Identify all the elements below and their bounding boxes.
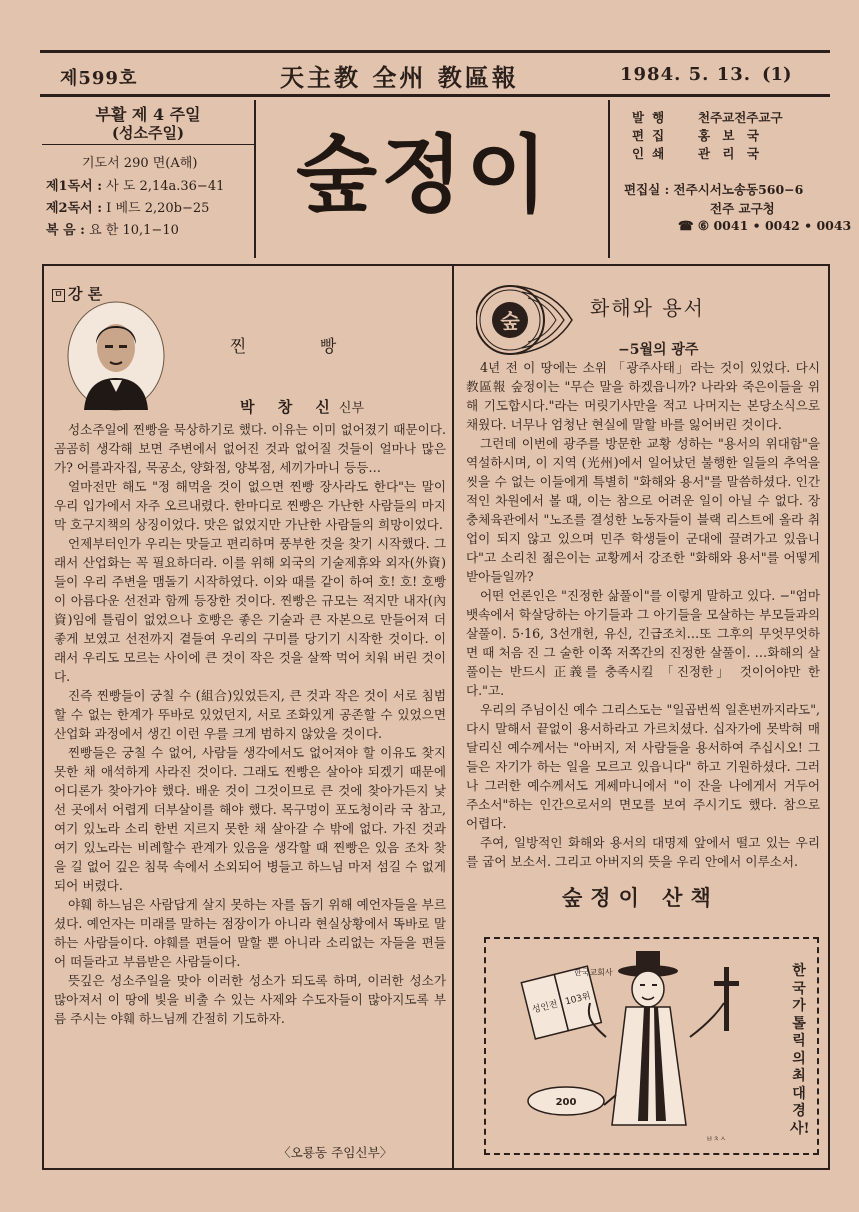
paragraph: 야훼 하느님은 사람답게 살지 못하는 자를 돕기 위해 예언자들을 부르셨다. 예언자는 미래를 말하는 점장이가 아니라 현실상황에서 똑바로 말하는 사람들이다. 야훼를 편들어 말할 뿐 아니라 소리없는 자들을 편들어 떠들라고 부름받은 사람들이다. xyxy=(54,897,446,969)
masthead-top-rule xyxy=(40,50,830,53)
author-role: 신부 xyxy=(338,401,365,416)
staff-row xyxy=(632,144,763,162)
artist-signature: ㅂㅊㅅ xyxy=(706,1135,727,1143)
reading-text: 요 한 10,1−10 xyxy=(84,223,179,238)
article-body xyxy=(466,358,820,871)
reading-2 xyxy=(46,197,209,216)
bag-icon xyxy=(528,1087,604,1115)
newspaper-logo: 숲정이 xyxy=(296,126,552,224)
staff-box xyxy=(608,100,852,258)
reading-text: 사 도 2,14a.36−41 xyxy=(102,179,225,194)
author-name: 박 창 신 xyxy=(240,398,339,416)
column-divider xyxy=(452,264,454,1170)
paragraph: 우리의 주님이신 예수 그리스도는 "일곱번씩 일흔번까지라도", 다시 말해서 끝없이 용서하라고 가르치셨다. 십자가에 못박혀 매달리신 예수께서는 "아버지, 저 사람들을 용서하여 주십시오! 그들은 자기가 하는 일을 모르고 있읍니다" 하고 기원하셨다. 그러나 그러한 예수께서도 게쎄마니에서 "이 잔을 나에게서 거두어 주소서"하는 인간으로서의 면모를 보여 주시기도 했다. 참으로 어렵다. xyxy=(466,702,820,831)
paragraph: 어떤 언론인은 "진정한 삶풀이"를 이렇게 말하고 있다. −"엄마 뱃속에서 학살당하는 아기들과 그 아기들을 모살하는 부모들과의 살풀이. 5·16, 3선개헌, 유신, 긴급조치…또 그후의 무엇무엇하면 때 처음 진 그 술한 이쪽 저쪽간의 진정한 살풀이. …화해의 살풀이는 반드시 正義를 충족시킬 「진정한」 것이어야만 한다."고. xyxy=(466,588,820,698)
office-place: 전주 교구청 xyxy=(710,201,775,216)
reading-label: 복 음 : xyxy=(46,223,85,238)
page-number: (1) xyxy=(762,64,792,85)
scroll-text: 한국교회사 xyxy=(574,968,613,977)
staff-row xyxy=(632,126,763,144)
staff-value: 관 리 국 xyxy=(698,146,763,161)
masthead xyxy=(40,58,830,94)
book-text: 성인전 xyxy=(531,999,559,1016)
liturgy-title: 부활 제 4 주일 xyxy=(95,105,201,124)
book-icon xyxy=(521,966,601,1039)
liturgy-divider xyxy=(42,144,254,145)
walk-title: 숲정이 산책 xyxy=(562,885,719,910)
paragraph: 성소주일에 찐빵을 묵상하기로 했다. 이유는 이미 없어졌기 때문이다. 곰곰히 생각해 보면 주변에서 없어진 것과 없어질 것들이 얼마나 많은가? 어를과자집, 묵공소, 양화점, 양복점, 세끼가마니 등등… xyxy=(54,422,446,475)
author-portrait xyxy=(66,300,166,412)
liturgy-box xyxy=(42,100,256,258)
article-title: 화해와 용서 xyxy=(590,296,705,320)
staff-value: 천주교전주교구 xyxy=(698,110,783,125)
reading-label: 제2독서 : xyxy=(46,201,103,216)
staff-label: 인쇄 xyxy=(632,146,673,161)
staff-value: 홍 보 국 xyxy=(698,128,763,143)
paragraph: 주여, 일방적인 화해와 용서의 대명제 앞에서 떨고 있는 우리를 굽어 보소서. 그리고 아버지의 뜻을 우리 안에서 이루소서. xyxy=(466,835,820,869)
paragraph: 찐빵들은 궁칠 수 없어, 사람들 생각에서도 없어져야 할 이유도 찾지 못한 채 애석하게 사라진 것이다. 그래도 찐빵은 살아야 되겠기 때문에 어디론가 찾아가야 했다. 배운 것이 그것이므로 큰 것에 찾아가든지 낯선 곳에서 어렵게 더부살이를 해야 했다. 목구멍이 포도청이라 국 참고, 여기 있노라 소리 한번 지르지 못한 채 살아갈 수 밖에 없다. 가진 것과 여기 있노라는 비례할수 관계가 있음을 생각할 때 찐빵은 있음 조차 찾을 길 없어 깊은 침묵 속에서 소외되어 병들고 하느님 마저 섬길 수 없게 되어 버렸다. xyxy=(54,745,446,893)
paper-name: 天主教 全州 教區報 xyxy=(280,63,519,92)
paragraph: 그런데 이번에 광주를 방문한 교황 성하는 "용서의 위대함"을 역설하시며, 이 지역 (光州)에서 일어났던 불행한 일들의 추억을 씻을 수 없는 이들에게 특별히 "화해와 용서"를 말씀하셨다. 인간적인 차원에서 볼 때, 이는 참으로 어려운 일이 아닐 수 없다. 장충체육관에서 "노조를 결성한 노동자들이 블랙 리스트에 올라 취업이 되지 않고 있으며 민주 학생들이 군대에 끌려가고 있읍니다"고 소리친 젊은이는 교황께서 강조한 "화해와 용서"를 어떻게 받아들일까? xyxy=(466,436,820,584)
editorial-title: 찐 빵 xyxy=(230,337,371,357)
bag-text: 200 xyxy=(555,1097,577,1108)
staff-label: 편집 xyxy=(632,128,673,143)
office-address: 편집실 : 전주시서노송동560−6 xyxy=(624,182,804,197)
emblem-icon xyxy=(476,282,576,358)
masthead-bottom-rule xyxy=(40,94,830,97)
office-phone: ☎ ⑥ 0041 • 0042 • 0043 xyxy=(678,218,852,233)
editorial-author xyxy=(240,396,364,417)
article-subtitle: −5월의 광주 xyxy=(618,342,699,358)
paragraph: 뜻깊은 성소주일을 맞아 이러한 성소가 되도록 하며, 이러한 성소가 많아져서 이 땅에 빛을 비출 수 있는 사제와 수도자들이 많아지도록 부름 주시는 야훼 하느님께 간절히 기도하자. xyxy=(54,973,446,1026)
publication-date: 1984. 5. 13. xyxy=(620,64,752,85)
section-box-icon: ㅁ xyxy=(52,289,65,302)
paragraph: 얼마전만 해도 "정 해먹을 것이 없으면 찐빵 장사라도 한다"는 말이 우리 입가에서 자주 오르내렸다. 한마디로 찐빵은 가난한 사람들의 마지막 호구지책의 상징이었다. 맛은 없었지만 가난한 사람들의 희망이었다. xyxy=(54,479,446,532)
cartoon-caption: 한국가톨릭의최대경사! xyxy=(790,963,810,1137)
paragraph: 진즉 찐빵들이 궁칠 수 (組合)있었든지, 큰 것과 작은 것이 서로 침범할 수 없는 한계가 뚜바로 있었던지, 서로 조화있게 공존할 수 있었으면 산업화 과정에서 생긴 이런 우를 크게 범하지 않았을 것이다. xyxy=(54,688,446,741)
liturgy-subtitle: (성소주일) xyxy=(111,124,185,142)
book-text-2: 103위 xyxy=(564,991,592,1008)
editorial-signature: 〈오룡동 주임신부〉 xyxy=(278,1145,393,1160)
prayer-book: 기도서 290 면(A해) xyxy=(82,156,198,171)
paragraph: 4년 전 이 땅에는 소위 「광주사태」라는 것이 있었다. 다시 教區報 숲정이는 "무슨 말을 하겠읍니까? 나라와 죽은이들을 위해 기도합시다."라는 머릿기사만을 적고 나머지는 본당소식으로 채웠다. 너무나 엄청난 현실에 말할 바를 잃어버린 것이다. xyxy=(466,360,820,432)
reading-label: 제1독서 : xyxy=(46,179,103,194)
staff-row xyxy=(632,108,783,126)
staff-label: 발행 xyxy=(632,110,673,125)
cartoon-illustration xyxy=(494,945,784,1149)
issue-number: 제599호 xyxy=(60,68,138,89)
section-label-text: 강 론 xyxy=(68,285,103,303)
paragraph: 언제부터인가 우리는 맛들고 편리하며 풍부한 것을 찾기 시작했다. 그래서 산업화는 꼭 필요하더라. 이를 위해 외국의 기술제휴와 외자(外資)들이 우리 주변을 맴돌기 시작하였다. 이와 때를 같이 하여 호! 호! 호빵이 아름다운 선전과 함께 등장한 것이다. 찐빵은 규모는 적지만 내자(內資)임에 틀림이 없었으나 호빵은 좋은 기술과 큰 자본으로 만들어져 더 좋게 보였고 선전까지 곁들여 우리의 구미를 당기기 시작한 것이다. 이래서 우리도 모르는 사이에 큰 것이 작은 것을 살짝 먹어 치워 버린 것이다. xyxy=(54,536,446,684)
reading-1 xyxy=(46,175,224,194)
reading-3 xyxy=(46,219,179,238)
cross-icon xyxy=(714,967,739,1031)
reading-text: I 베드 2,20b−25 xyxy=(102,201,210,216)
emblem-glyph: 숲 xyxy=(500,309,520,333)
cartoon-frame xyxy=(484,937,819,1155)
editorial-body xyxy=(54,420,446,1028)
